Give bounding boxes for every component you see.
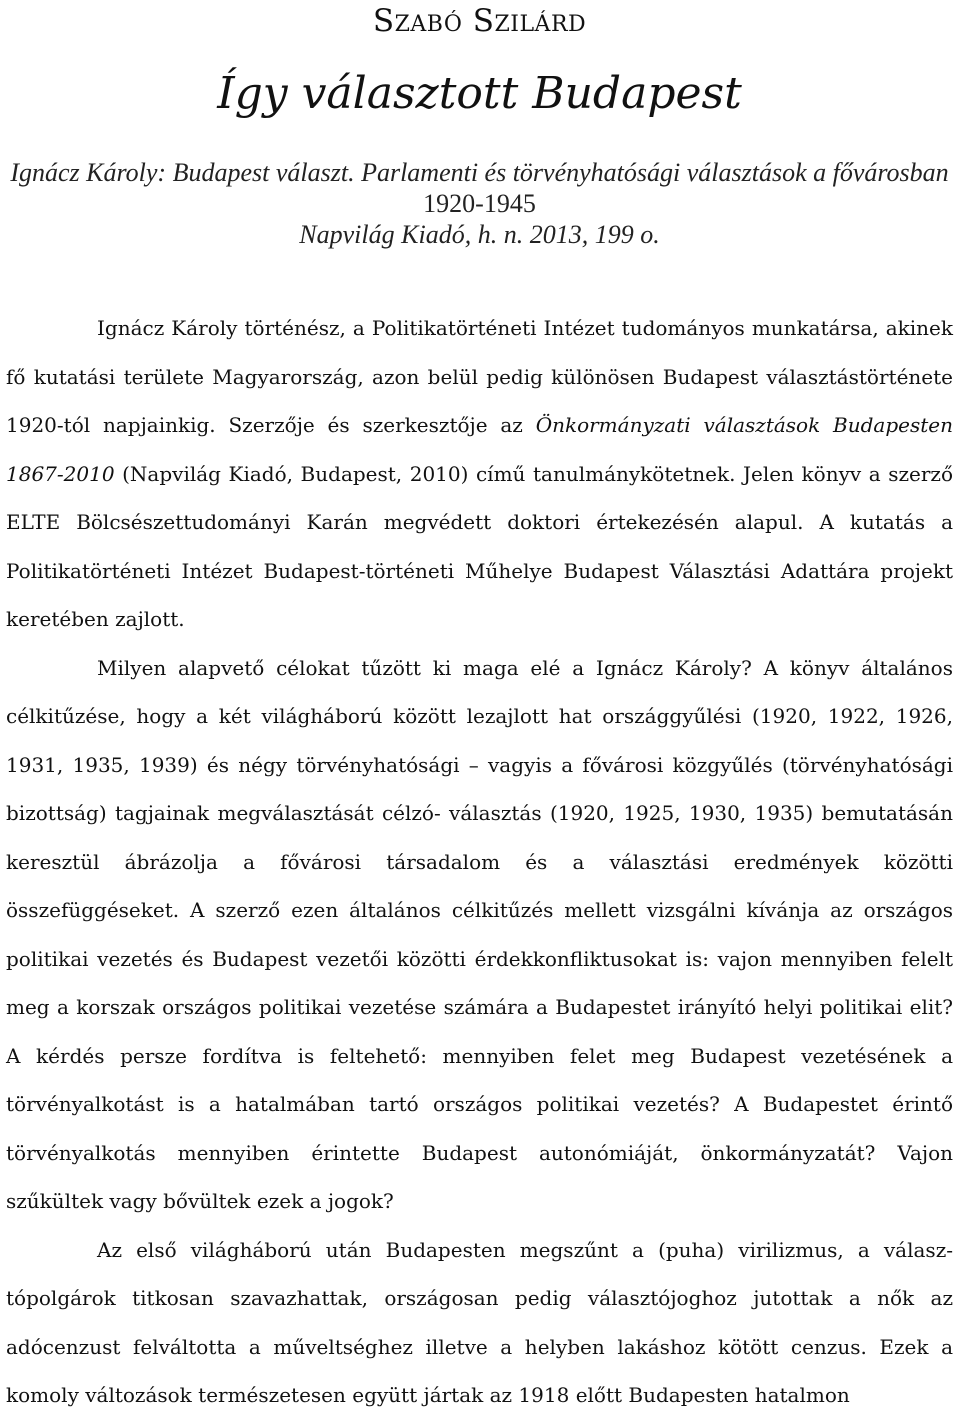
paragraph-1 bbox=[6, 304, 953, 644]
cited-book-title: Önkormányzati választások Budapesten 1867-2010 bbox=[6, 413, 953, 486]
book-publisher-line: Napvilág Kiadó, h. n. 2013, 199 o. bbox=[299, 220, 660, 249]
book-bibliography bbox=[6, 157, 953, 250]
book-years-line: 1920-1945 bbox=[423, 189, 536, 218]
author-last-name: Szilárd bbox=[472, 3, 587, 39]
author-name bbox=[6, 0, 953, 38]
paragraph-3: Az első világháború után Budapesten megszűnt a (puha) virilizmus, a választópolgárok titkosan szavazhattak, országosan pedig választójoghoz jutottak a nők az adócenzust felváltotta a műveltséghez illetve a helyben lakáshoz kötött cenzus. Ezek a komoly változások természetesen együtt jártak az 1918 előtt Budapesten hatalmon bbox=[6, 1237, 953, 1407]
paragraph-1-part1: Ignácz Károly történész, a Politikatörténeti Intézet tudományos munkatársa, akinek fő kutatási területe Magyarország, azon belül pedig különösen Budapest választástörténete 1920-tól napjainkig. Szerzője és szerkesztője az bbox=[6, 316, 953, 437]
paragraph-1-part2: (Napvilág Kiadó, Budapest, 2010) című tanulmánykötetnek. Jelen könyv a szerző ELTE Bölcsészettudományi Karán megvédett doktori értekezésén alapul. A kutatás a Politikatörténeti Intézet Budapest-történeti Műhelye Budapest Választási Adattára projekt keretében zajlott. bbox=[6, 461, 953, 631]
article-title: Így választott Budapest bbox=[217, 68, 742, 119]
review-body bbox=[6, 304, 953, 1420]
author-first-name: Szabó bbox=[372, 3, 463, 39]
paragraph-2: Milyen alapvető célokat tűzött ki maga elé a Ignácz Károly? A könyv általános célkitűzése, hogy a két világháború között lezajlott hat országgyűlési (1920, 1922, 1926, 1931, 1935, 1939) és négy törvényhatósági – vagyis a fővárosi közgyűlés (törvényhatósági bizottság) tagjainak megválasztását célzó- választás (1920, 1925, 1930, 1935) bemutatásán keresztül ábrázolja a fővárosi társadalom és a választási eredmények közötti összefüggéseket. A szerző ezen általános célkitűzés mellett vizsgálni kívánja az országos politikai vezetés és Budapest vezetői közötti érdekkonfliktusokat is: vajon mennyiben felelt meg a korszak országos politikai vezetése számára a Budapestet irányító helyi politikai elit? A kérdés persze fordítva is feltehető: mennyiben felet meg Budapest vezetésének a törvényalkotást is a hatalmában tartó országos politikai vezetés? A Budapestet érintő törvényalkotás mennyiben érintette Budapest autonómiáját, önkormányzatát? Vajon szűkültek vagy bővültek ezek a jogok? bbox=[6, 655, 953, 1213]
book-citation-line: Ignácz Károly: Budapest választ. Parlamenti és törvényhatósági választások a fővárosban bbox=[10, 158, 949, 187]
